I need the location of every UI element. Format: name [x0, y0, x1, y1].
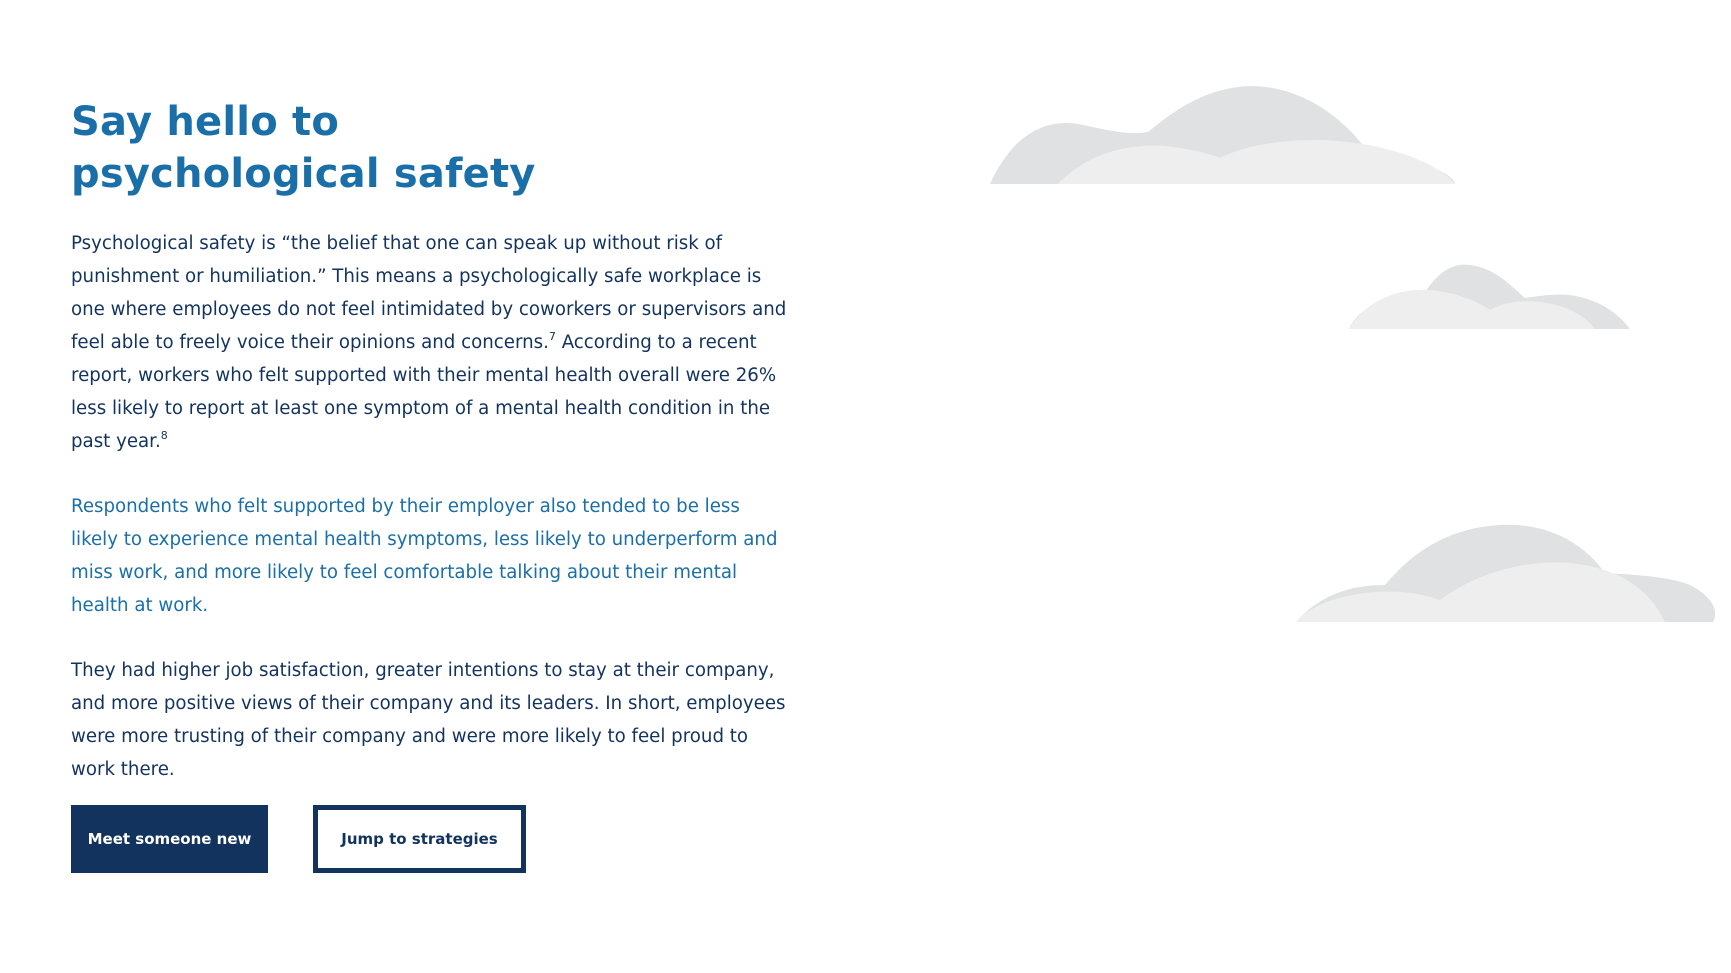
cloud-icon [1296, 525, 1715, 622]
cloud-icon [1349, 265, 1630, 329]
cloud-icon [990, 86, 1455, 184]
summary-paragraph: They had higher job satisfaction, greater intentions to stay at their company, and more positive views of their company and its leaders. In short, employees were more trusting of their company and were more likely to feel proud to work there. [71, 660, 786, 780]
footnote-ref-7: 7 [548, 330, 556, 343]
page-title-line-1: Say hello to [71, 99, 340, 145]
meet-someone-new-button[interactable]: Meet someone new [71, 805, 268, 873]
intro-text-part-1: Psychological safety is “the belief that one can speak up without risk of punishment or humiliation.” This means a psychologically safe workplace is one where employees do not feel intimidated by coworkers or supervisors and feel able to freely voice their opinions and concerns. [71, 233, 787, 353]
intro-text-part-2: According to a recent report, workers who felt supported with their mental health overall were 26% less likely to report at least one symptom of a mental health condition in the past year. [71, 332, 777, 452]
page-title-line-2: psychological safety [71, 151, 536, 197]
footnote-ref-8: 8 [160, 429, 168, 442]
jump-to-strategies-button[interactable]: Jump to strategies [313, 805, 526, 873]
highlight-paragraph: Respondents who felt supported by their employer also tended to be less likely to experience mental health symptoms, less likely to underperform and miss work, and more likely to feel comfortable talking about their mental health at work. [71, 496, 778, 616]
